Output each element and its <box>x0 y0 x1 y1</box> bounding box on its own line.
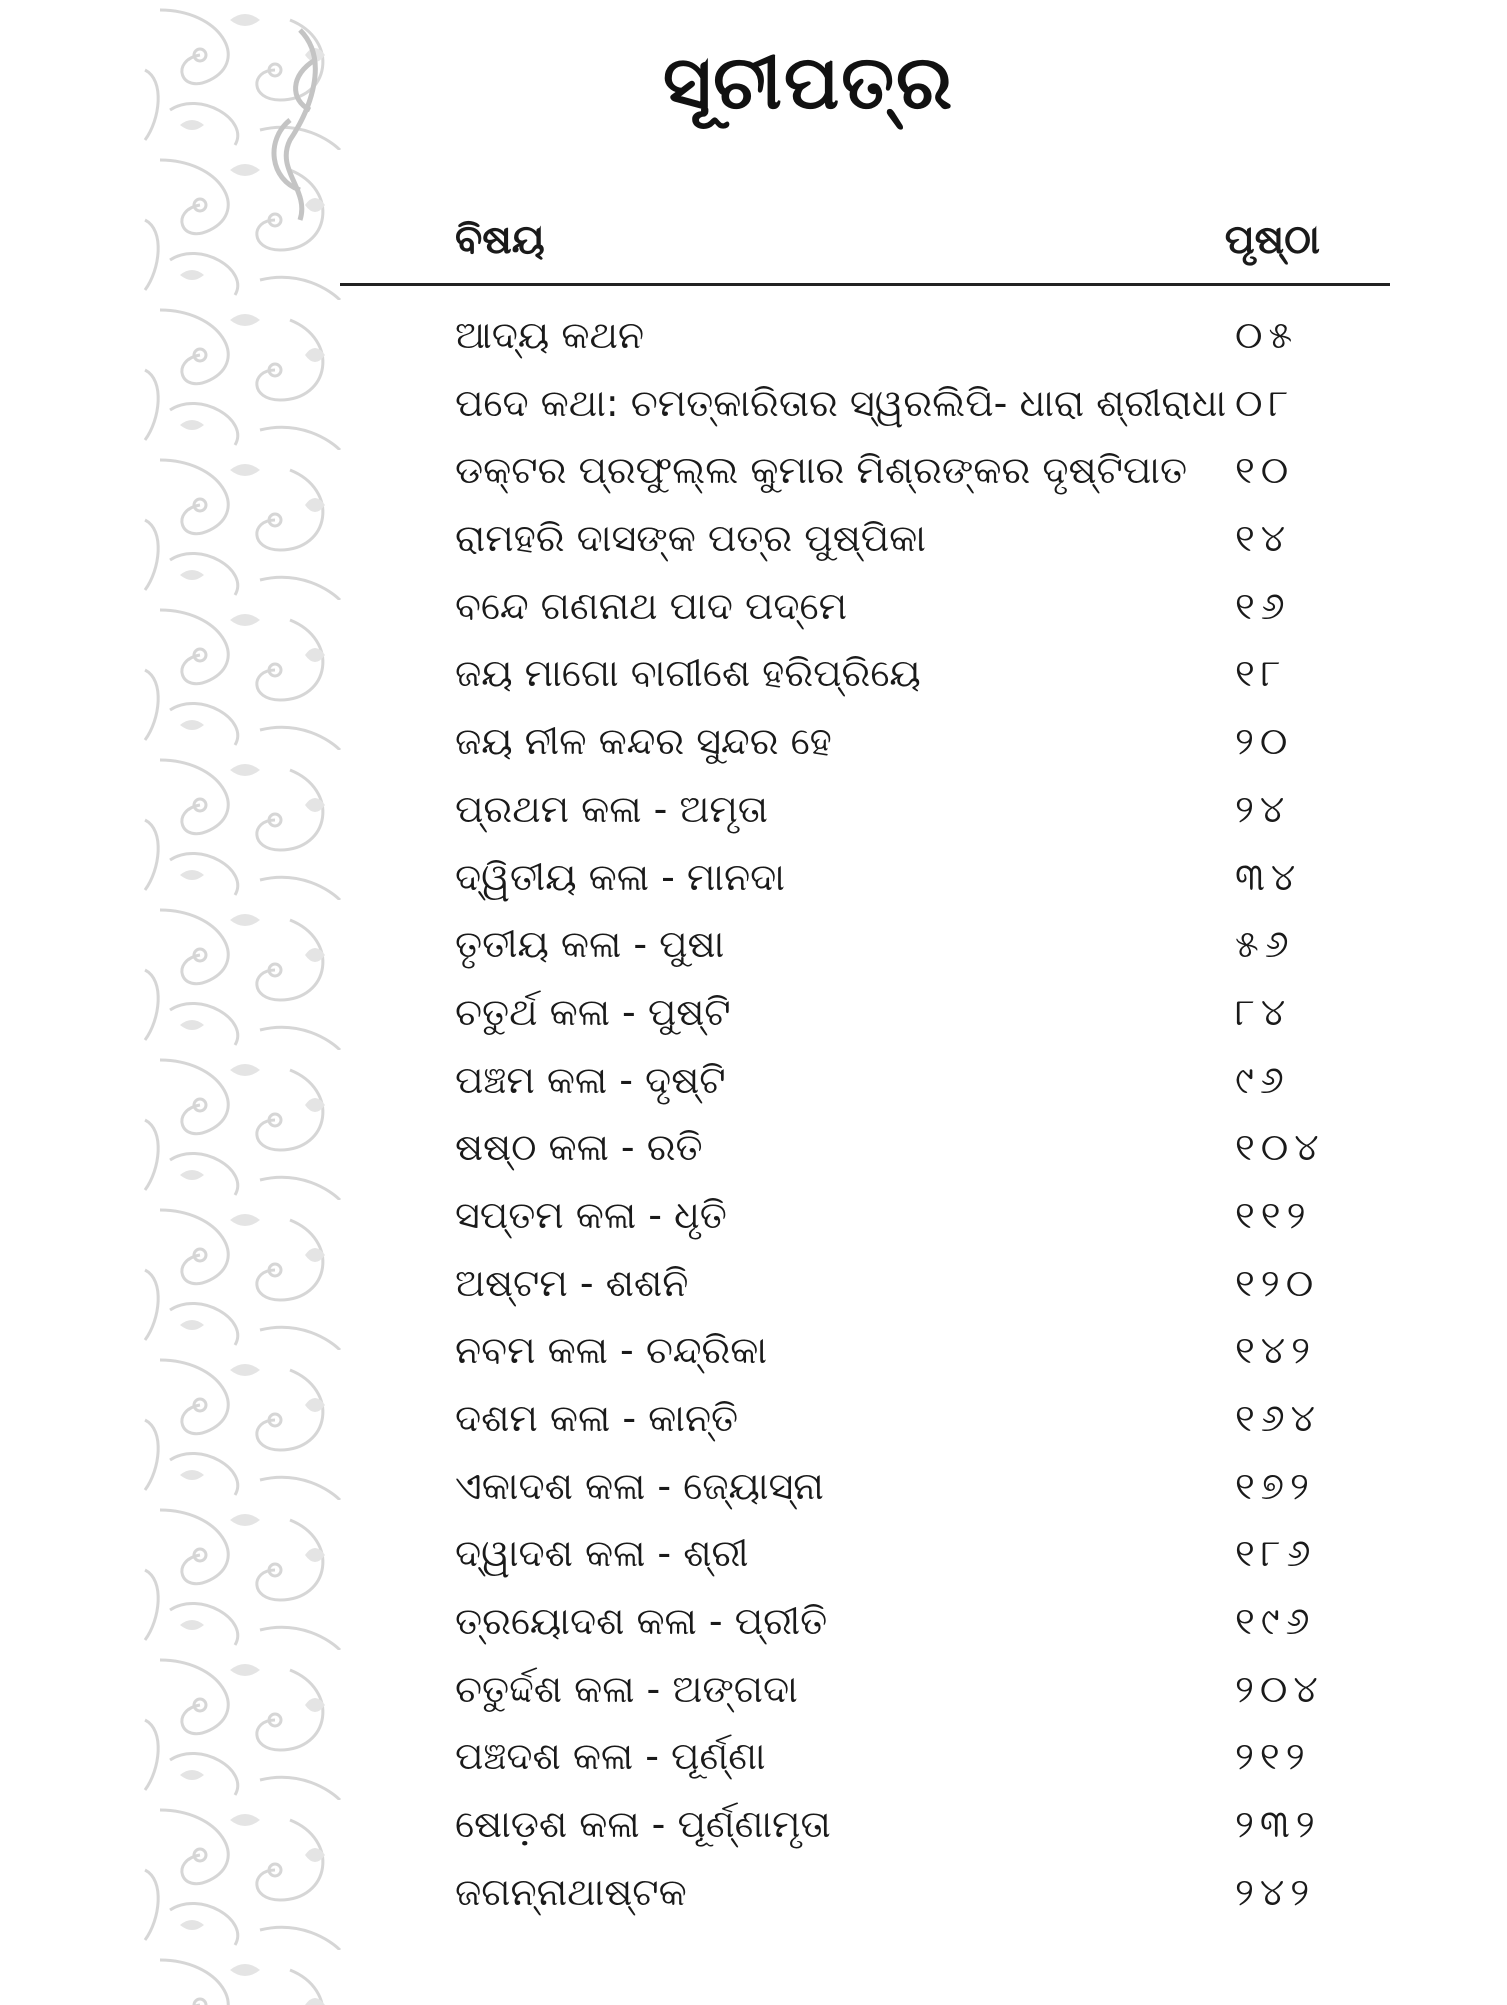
toc-entry-title: ଚତୁର୍ଦ୍ଦଶ କଳା - ଅଙ୍ଗଦା <box>455 1666 798 1711</box>
toc-entry-page: ୦୫ <box>1235 313 1299 357</box>
toc-entry <box>455 979 1355 1047</box>
toc-entry-page: ୧୧୨ <box>1235 1192 1312 1237</box>
toc-entry <box>455 370 1355 438</box>
toc-entry <box>455 1656 1355 1724</box>
toc-entry-title: ଚତୁର୍ଥ କଳା - ପୁଷ୍ଟି <box>455 989 731 1034</box>
toc-entry <box>455 302 1355 370</box>
toc-entry-title: ନବମ କଳା - ଚନ୍ଦ୍ରିକା <box>455 1328 768 1373</box>
toc-entry-title: ରାମହରି ଦାସଙ୍କ ପତ୍ର ପୁଷ୍ପିକା <box>455 516 926 561</box>
subject-column-label: ବିଷୟ <box>455 217 545 263</box>
toc-entry-page: ୨୪ <box>1235 786 1291 831</box>
toc-entry <box>455 1317 1355 1385</box>
toc-entry-page: ୧୪୨ <box>1235 1328 1317 1373</box>
floral-border-ornament <box>140 0 350 2005</box>
toc-entry <box>455 1791 1355 1859</box>
toc-entry-page: ୮୪ <box>1235 989 1292 1034</box>
toc-entry-title: ଡକ୍ଟର ପ୍ରଫୁଲ୍ଲ କୁମାର ମିଶ୍ରଙ୍କର ଦୃଷ୍ଟିପାତ <box>455 448 1188 493</box>
toc-entry-title: ଏକାଦଶ କଳା - ଜ୍ୟୋସ୍ନା <box>455 1463 824 1508</box>
toc-entry-page: ୧୦ <box>1235 448 1295 493</box>
toc-entry <box>455 1723 1355 1791</box>
toc-entry-title: ପ୍ରଥମ କଳା - ଅମୃତା <box>455 786 768 831</box>
toc-entry-page: ୫୬ <box>1235 922 1295 967</box>
toc-entry <box>455 1182 1355 1250</box>
floral-scroll-icon <box>140 0 350 2005</box>
toc-entry <box>455 1588 1355 1656</box>
toc-entry-page: ୧୮୬ <box>1235 1531 1317 1576</box>
toc-entry-page: ୦୮ <box>1235 380 1295 425</box>
toc-entry-page: ୧୬୪ <box>1235 1396 1322 1440</box>
toc-entry-title: ଜଗନ୍ନାଥାଷ୍ଟକ <box>455 1869 687 1914</box>
toc-entry-page: ୨୧୨ <box>1235 1734 1311 1779</box>
toc-entry-page: ୧୮ <box>1235 651 1287 696</box>
toc-entry <box>455 640 1355 708</box>
toc-entry-page: ୧୦୪ <box>1235 1125 1325 1170</box>
toc-entry-title: ଷଷ୍ଠ କଳା - ରତି <box>455 1125 703 1170</box>
toc-entry <box>455 1859 1355 1927</box>
toc-entry-title: ତ୍ରୟୋଦଶ କଳା - ପ୍ରୀତି <box>455 1599 828 1644</box>
toc-entry <box>455 911 1355 979</box>
toc-entry <box>455 1047 1355 1115</box>
toc-entry <box>455 708 1355 776</box>
toc-entry-page: ୧୬ <box>1235 583 1291 628</box>
toc-entry-title: ଅଷ୍ଟମ - ଶଶନି <box>455 1260 689 1305</box>
toc-entry-page: ୩୪ <box>1235 854 1302 899</box>
toc-entry-title: ତୃତୀୟ କଳା - ପୁଷା <box>455 922 725 967</box>
toc-entry-page: ୨୪୨ <box>1235 1869 1316 1914</box>
toc-entry-title: ଦ୍ୱାଦଶ କଳା - ଶ୍ରୀ <box>455 1531 749 1576</box>
toc-entry-page: ୧୨୦ <box>1235 1260 1320 1305</box>
toc-entry-title: ଜୟ ନୀଳ କନ୍ଦର ସୁନ୍ଦର ହେ <box>455 719 832 764</box>
toc-entry-title: ବନ୍ଦେ ଗଣନାଥ ପାଦ ପଦ୍ମେ <box>455 583 847 628</box>
toc-entry-title: ଜୟ ମାଗୋ ବାଗୀଶେ ହରିପ୍ରିୟେ <box>455 651 921 696</box>
toc-entry <box>455 573 1355 641</box>
toc-entry <box>455 437 1355 505</box>
toc-entry-title: ପଦେ କଥା: ଚମତ୍କାରିତାର ସ୍ୱରଲିପି- ଧାରା ଶ୍ରୀରାଧା <box>455 380 1227 425</box>
toc-entry <box>455 776 1355 844</box>
toc-entry <box>455 1250 1355 1318</box>
toc-entry-title: ଦ୍ୱିତୀୟ କଳା - ମାନଦା <box>455 854 785 899</box>
header-divider <box>340 283 1390 286</box>
page-column-label: ପୃଷ୍ଠା <box>1224 217 1320 263</box>
toc-entry-page: ୨୩୨ <box>1235 1802 1321 1847</box>
page-title: ସୂଚୀପତ୍ର <box>662 40 955 126</box>
toc-entry-page: ୧୯୬ <box>1235 1599 1316 1644</box>
toc-entry-title: ପଞ୍ଚମ କଳା - ଦୃଷ୍ଟି <box>455 1057 726 1102</box>
toc-entry <box>455 844 1355 912</box>
toc-entry-title: ଦଶମ କଳା - କାନ୍ତି <box>455 1396 739 1440</box>
toc-entry <box>455 1385 1355 1453</box>
toc-entry-title: ପଞ୍ଚଦଶ କଳା - ପୂର୍ଣ୍ଣା <box>455 1734 766 1779</box>
toc-entry-page: ୧୭୨ <box>1235 1463 1315 1508</box>
toc-entry-title: ଆଦ୍ୟ କଥନ <box>455 313 645 357</box>
toc-entry <box>455 505 1355 573</box>
toc-entry-title: ସପ୍ତମ କଳା - ଧୃତି <box>455 1192 727 1237</box>
toc-entry <box>455 1520 1355 1588</box>
toc-entry-page: ୨୦୪ <box>1235 1666 1324 1711</box>
toc-header <box>340 205 1390 285</box>
toc-entry-title: ଷୋଡ଼ଶ କଳା - ପୂର୍ଣ୍ଣାମୃତା <box>455 1802 831 1847</box>
toc-entry-page: ୯୬ <box>1235 1057 1290 1102</box>
toc-entry-page: ୨୦ <box>1235 719 1294 764</box>
toc-entry-page: ୧୪ <box>1235 516 1292 561</box>
toc-entry <box>455 1114 1355 1182</box>
toc-entry <box>455 1453 1355 1521</box>
table-of-contents <box>455 302 1355 1927</box>
